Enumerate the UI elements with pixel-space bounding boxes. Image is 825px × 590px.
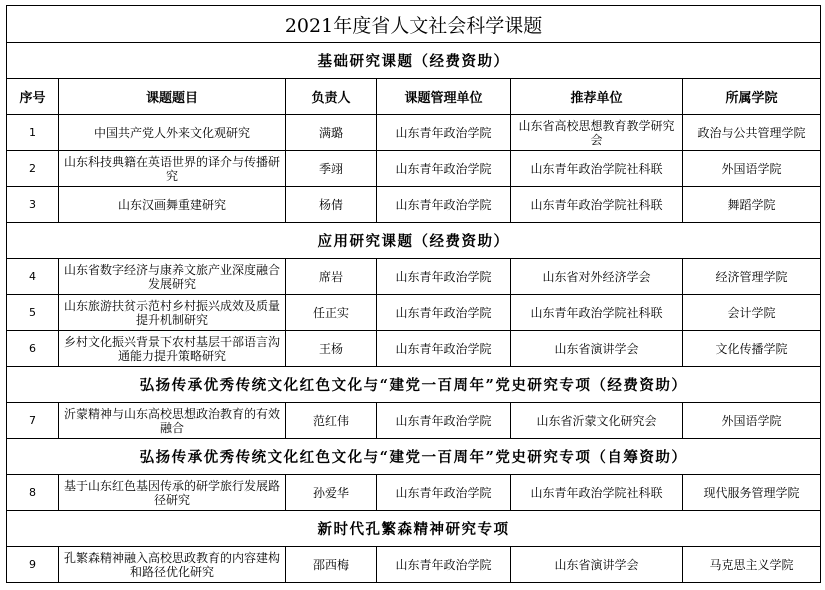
- section-heading-row: [7, 439, 821, 475]
- leader-cell: 邵西梅: [286, 547, 377, 583]
- table-row: [7, 259, 821, 295]
- column-header: 推荐单位: [511, 79, 683, 115]
- column-header: 所属学院: [683, 79, 821, 115]
- recommender-cell: 山东青年政治学院社科联: [511, 295, 683, 331]
- section-heading: 弘扬传承优秀传统文化红色文化与“建党一百周年”党史研究专项（自筹资助）: [7, 439, 821, 475]
- row-number-cell: 1: [7, 115, 59, 151]
- column-header: 课题题目: [59, 79, 286, 115]
- recommender-cell: 山东省沂蒙文化研究会: [511, 403, 683, 439]
- management-unit-cell: 山东青年政治学院: [377, 547, 511, 583]
- college-cell: 会计学院: [683, 295, 821, 331]
- management-unit-cell: 山东青年政治学院: [377, 259, 511, 295]
- table-row: [7, 331, 821, 367]
- topic-cell: 乡村文化振兴背景下农村基层干部语言沟通能力提升策略研究: [59, 331, 286, 367]
- section-heading-row: [7, 511, 821, 547]
- section-heading-row: [7, 367, 821, 403]
- section-heading-row: [7, 223, 821, 259]
- table-title: 2021年度省人文社会科学课题: [7, 6, 821, 43]
- topic-cell: 山东省数字经济与康养文旅产业深度融合发展研究: [59, 259, 286, 295]
- section-heading: 弘扬传承优秀传统文化红色文化与“建党一百周年”党史研究专项（经费资助）: [7, 367, 821, 403]
- topic-cell: 沂蒙精神与山东高校思想政治教育的有效融合: [59, 403, 286, 439]
- recommender-cell: 山东青年政治学院社科联: [511, 151, 683, 187]
- college-cell: 舞蹈学院: [683, 187, 821, 223]
- leader-cell: 满璐: [286, 115, 377, 151]
- leader-cell: 杨倩: [286, 187, 377, 223]
- management-unit-cell: 山东青年政治学院: [377, 475, 511, 511]
- section-heading-row: [7, 43, 821, 79]
- leader-cell: 季翊: [286, 151, 377, 187]
- management-unit-cell: 山东青年政治学院: [377, 403, 511, 439]
- college-cell: 马克思主义学院: [683, 547, 821, 583]
- table-row: [7, 295, 821, 331]
- leader-cell: 孙爱华: [286, 475, 377, 511]
- research-projects-table: [6, 5, 821, 583]
- table-row: [7, 187, 821, 223]
- college-cell: 文化传播学院: [683, 331, 821, 367]
- management-unit-cell: 山东青年政治学院: [377, 295, 511, 331]
- topic-cell: 基于山东红色基因传承的研学旅行发展路径研究: [59, 475, 286, 511]
- section-heading: 应用研究课题（经费资助）: [7, 223, 821, 259]
- college-cell: 外国语学院: [683, 151, 821, 187]
- table-row: [7, 115, 821, 151]
- topic-cell: 山东科技典籍在英语世界的译介与传播研究: [59, 151, 286, 187]
- title-row: [7, 6, 821, 43]
- row-number-cell: 4: [7, 259, 59, 295]
- row-number-cell: 6: [7, 331, 59, 367]
- management-unit-cell: 山东青年政治学院: [377, 331, 511, 367]
- college-cell: 政治与公共管理学院: [683, 115, 821, 151]
- table-body: [7, 6, 821, 583]
- topic-cell: 山东旅游扶贫示范村乡村振兴成效及质量提升机制研究: [59, 295, 286, 331]
- recommender-cell: 山东省高校思想教育教学研究会: [511, 115, 683, 151]
- row-number-cell: 5: [7, 295, 59, 331]
- recommender-cell: 山东省演讲学会: [511, 547, 683, 583]
- recommender-cell: 山东青年政治学院社科联: [511, 187, 683, 223]
- recommender-cell: 山东省演讲学会: [511, 331, 683, 367]
- topic-cell: 中国共产党人外来文化观研究: [59, 115, 286, 151]
- column-header: 负责人: [286, 79, 377, 115]
- section-heading: 新时代孔繁森精神研究专项: [7, 511, 821, 547]
- college-cell: 现代服务管理学院: [683, 475, 821, 511]
- recommender-cell: 山东省对外经济学会: [511, 259, 683, 295]
- row-number-cell: 9: [7, 547, 59, 583]
- column-header: 课题管理单位: [377, 79, 511, 115]
- recommender-cell: 山东青年政治学院社科联: [511, 475, 683, 511]
- topic-cell: 孔繁森精神融入高校思政教育的内容建构和路径优化研究: [59, 547, 286, 583]
- management-unit-cell: 山东青年政治学院: [377, 187, 511, 223]
- row-number-cell: 2: [7, 151, 59, 187]
- leader-cell: 王杨: [286, 331, 377, 367]
- section-heading: 基础研究课题（经费资助）: [7, 43, 821, 79]
- management-unit-cell: 山东青年政治学院: [377, 151, 511, 187]
- row-number-cell: 8: [7, 475, 59, 511]
- leader-cell: 范红伟: [286, 403, 377, 439]
- row-number-cell: 7: [7, 403, 59, 439]
- row-number-cell: 3: [7, 187, 59, 223]
- column-header-row: [7, 79, 821, 115]
- leader-cell: 席岩: [286, 259, 377, 295]
- table-row: [7, 151, 821, 187]
- table-row: [7, 475, 821, 511]
- leader-cell: 任正实: [286, 295, 377, 331]
- college-cell: 经济管理学院: [683, 259, 821, 295]
- table-row: [7, 403, 821, 439]
- college-cell: 外国语学院: [683, 403, 821, 439]
- topic-cell: 山东汉画舞重建研究: [59, 187, 286, 223]
- table-row: [7, 547, 821, 583]
- management-unit-cell: 山东青年政治学院: [377, 115, 511, 151]
- column-header: 序号: [7, 79, 59, 115]
